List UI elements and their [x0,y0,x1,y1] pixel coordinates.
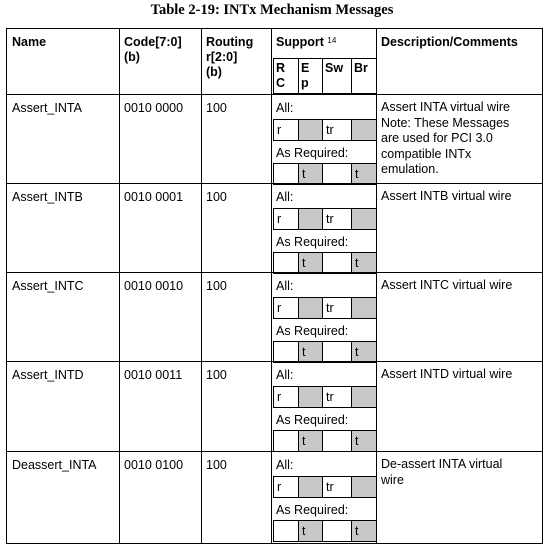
message-routing: 100 [206,190,227,204]
message-name: Assert_INTB [12,190,83,204]
support-all-ep [298,119,323,141]
support-required-ep: t [298,341,323,363]
support-all-ep [298,476,323,498]
message-name: Assert_INTC [12,279,84,293]
support-all-label: All: [276,101,294,115]
message-name: Assert_INTA [12,101,82,115]
support-all-rc: r [273,476,299,498]
support-all-br [351,297,377,319]
message-routing: 100 [206,279,227,293]
header-name: Name [12,35,47,49]
support-required-sw [322,163,352,185]
header-routing: Routing r[2:0] (b) [206,35,254,79]
column-divider [119,28,120,544]
support-all-br [351,208,377,230]
support-required-br: t [351,520,377,542]
message-code: 0010 0100 [124,458,184,472]
support-all-rc: r [273,208,299,230]
message-code: 0010 0000 [124,101,184,115]
support-required-br: t [351,430,377,452]
support-required-ep: t [298,430,323,452]
support-all-rc: r [273,119,299,141]
message-routing: 100 [206,458,227,472]
support-required-label: As Required: [276,235,349,249]
support-all-ep [298,297,323,319]
support-required-label: As Required: [276,413,349,427]
support-required-sw [322,430,352,452]
support-required-label: As Required: [276,146,349,160]
support-required-sw [322,252,352,274]
support-all-sw: tr [322,119,352,141]
support-all-sw: tr [322,208,352,230]
support-required-sw [322,520,352,542]
support-all-rc: r [273,297,299,319]
support-all-label: All: [276,458,294,472]
row-divider [6,183,543,184]
column-divider [271,28,272,544]
support-required-rc [273,430,299,452]
support-required-br: t [351,341,377,363]
header-ep: E p [298,58,323,94]
header-rc: R C [273,58,299,94]
support-required-br: t [351,163,377,185]
support-required-rc [273,341,299,363]
description-line: Assert INTA virtual wire [381,100,510,114]
column-divider [201,28,202,544]
footnote-marker: 14 [327,36,337,45]
description-line: Assert INTC virtual wire [381,278,513,292]
description-line: wire [381,472,404,487]
message-routing: 100 [206,101,227,115]
description-line: emulation. [381,162,439,176]
support-all-ep [298,386,323,408]
header-br: Br [351,58,377,94]
message-code: 0010 0010 [124,279,184,293]
support-required-rc [273,252,299,274]
support-all-sw: tr [322,386,352,408]
message-code: 0010 0011 [124,368,183,382]
row-divider [6,94,543,95]
row-divider [6,361,543,362]
header-sw: Sw [322,58,352,94]
table-caption: Table 2-19: INTx Mechanism Messages [150,2,394,18]
support-all-label: All: [276,279,294,293]
header-description: Description/Comments [381,35,518,49]
message-routing: 100 [206,368,227,382]
support-all-br [351,386,377,408]
description-line: Assert INTD virtual wire [381,367,513,381]
row-divider [6,272,543,273]
support-required-ep: t [298,520,323,542]
description-line: Assert INTB virtual wire [381,189,512,203]
support-required-br: t [351,252,377,274]
message-code: 0010 0001 [124,190,184,204]
support-all-sw: tr [322,476,352,498]
row-divider [6,451,543,452]
description-line: compatible INTx [381,146,472,161]
message-name: Deassert_INTA [12,458,97,472]
support-all-label: All: [276,368,294,382]
message-name: Assert_INTD [12,368,84,382]
column-divider [376,28,377,544]
support-all-sw: tr [322,297,352,319]
support-required-rc [273,520,299,542]
support-required-sw [322,341,352,363]
support-all-br [351,119,377,141]
description-line: are used for PCI 3.0 [381,131,493,145]
support-required-label: As Required: [276,503,349,517]
support-required-ep: t [298,252,323,274]
support-all-label: All: [276,190,294,204]
description-line: De-assert INTA virtual [381,457,503,471]
header-support: Support $^{14}$ [276,35,337,49]
support-all-br [351,476,377,498]
support-required-ep: t [298,163,323,185]
support-all-ep [298,208,323,230]
support-all-rc: r [273,386,299,408]
support-required-label: As Required: [276,324,349,338]
support-required-rc [273,163,299,185]
description-line: Note: These Messages [381,115,510,130]
header-code: Code[7:0] (b) [124,35,182,64]
